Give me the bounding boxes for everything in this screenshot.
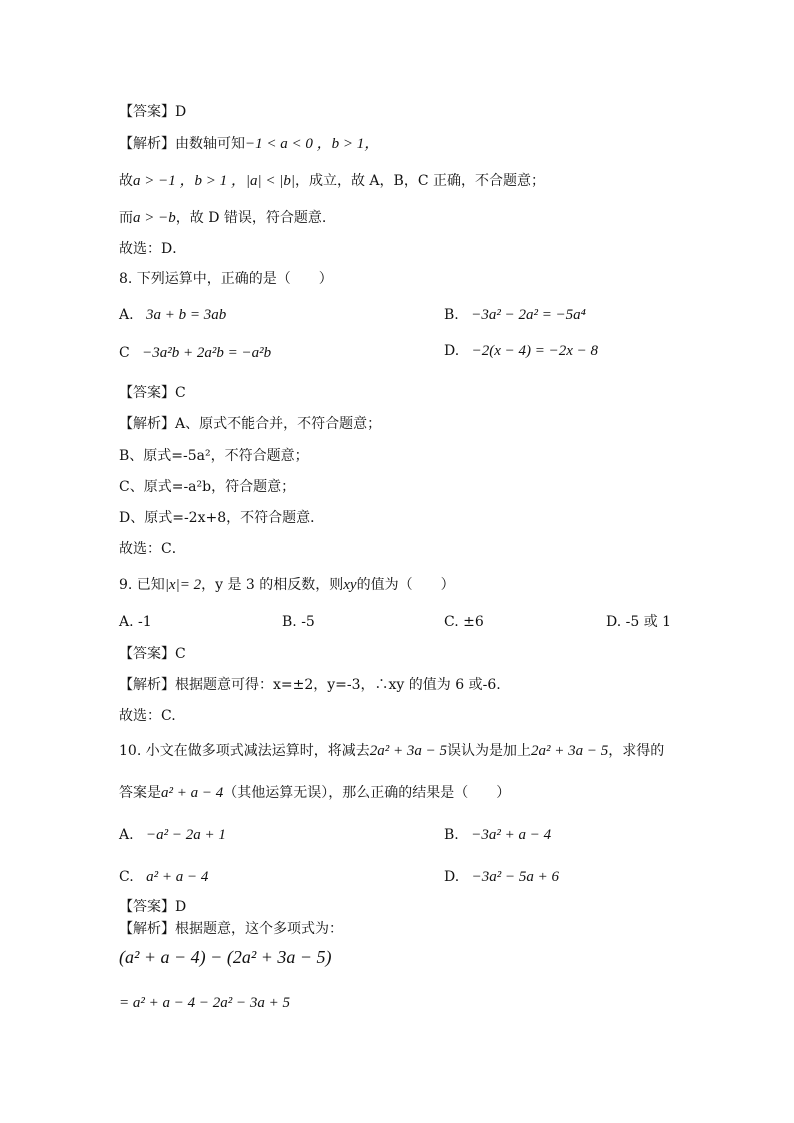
q10-stem-line1 [119, 742, 664, 760]
q10-option-b [444, 826, 551, 844]
q9-option-a: A. -1 [119, 614, 152, 630]
q7-choose: 故选：D． [119, 241, 187, 257]
q9-option-b: B. -5 [282, 614, 315, 630]
q8-stem: 8. 下列运算中，正确的是（ ） [119, 271, 333, 287]
q8-option-b-math: −3a² − 2a² = −5a⁴ [471, 307, 586, 323]
q8-explanation-c: C、原式=-a²b，符合题意； [119, 479, 296, 495]
q8-option-d [444, 342, 598, 360]
q10-option-b-math: −3a² + a − 4 [471, 827, 552, 843]
q7-exp3-text-post: ，故 D 错误，符合题意. [175, 210, 327, 226]
q8-option-c-label: C [119, 345, 130, 361]
q7-exp1-text: 【解析】由数轴可知 [119, 136, 245, 152]
q7-exp2-math: a > −1 ，b > 1 ，|a| < |b| [133, 173, 295, 189]
q9-explanation: 【解析】根据题意可得：x=±2，y=-3，∴xy 的值为 6 或-6. [119, 677, 501, 693]
q9-answer: 【答案】C [119, 646, 186, 662]
q8-explanation-b: B、原式=-5a²，不符合题意； [119, 448, 309, 464]
q9-option-c: C. ±6 [444, 614, 484, 630]
q10-stem1-post: ，求得的 [608, 743, 665, 759]
q9-stem-math-abs: |x|= 2 [164, 577, 202, 593]
q8-option-b-label: B. [444, 307, 459, 323]
q8-explanation-d: D、原式=-2x+8，不符合题意． [119, 510, 325, 526]
q10-stem1-mid: 误认为是加上 [446, 743, 531, 759]
q8-option-d-label: D. [444, 343, 460, 359]
q10-option-d-label: D. [444, 869, 460, 885]
q8-explanation-a: 【解析】A、原式不能合并，不符合题意； [119, 416, 382, 432]
q10-stem-line2 [119, 784, 510, 802]
q9-stem-mid: ，y 是 3 的相反数，则 [201, 577, 344, 593]
q10-option-c-label: C. [119, 869, 134, 885]
q7-explanation-line2 [119, 172, 545, 190]
q9-choose: 故选：C. [119, 708, 176, 724]
q7-exp2-text-post: ，成立，故 A，B，C 正确，不合题意； [294, 173, 545, 189]
q9-stem-post: 的值为（ ） [356, 577, 455, 593]
q7-explanation-line1 [119, 135, 379, 153]
q10-stem1-math1: 2a² + 3a − 5 [369, 743, 447, 759]
q10-option-d-math: −3a² − 5a + 6 [471, 869, 560, 885]
q10-option-a-label: A. [119, 827, 134, 843]
q8-option-a-label: A. [119, 307, 134, 323]
q7-exp3-math: a > −b [133, 210, 176, 226]
q10-option-c [119, 868, 208, 886]
q10-stem2-pre: 答案是 [119, 785, 161, 801]
q10-equation-1: (a² + a − 4) − (2a² + 3a − 5) [119, 947, 332, 967]
q7-exp1-math: −1 < a < 0 ，b > 1， [245, 136, 380, 152]
q7-exp2-text-pre: 故 [119, 173, 133, 189]
q8-option-a [119, 306, 226, 324]
q9-stem [119, 576, 455, 594]
q10-stem1-math2: 2a² + 3a − 5 [530, 743, 609, 759]
q8-option-a-math: 3a + b = 3ab [146, 307, 227, 323]
q8-choose: 故选：C． [119, 541, 186, 557]
q10-explanation: 【解析】根据题意，这个多项式为： [119, 921, 343, 937]
q10-option-b-label: B. [444, 827, 459, 843]
q8-option-c [119, 344, 271, 362]
q10-option-d [444, 868, 559, 886]
q10-stem2-math: a² + a − 4 [161, 785, 224, 801]
q10-equation-2: = a² + a − 4 − 2a² − 3a + 5 [119, 995, 290, 1011]
q10-stem1-pre: 10. 小文在做多项式减法运算时，将减去 [119, 743, 370, 759]
q10-answer: 【答案】D [119, 899, 187, 915]
q9-option-d: D. -5 或 1 [606, 614, 672, 630]
q10-option-a [119, 826, 226, 844]
q7-explanation-line3 [119, 209, 326, 227]
q9-stem-pre: 9. 已知 [119, 577, 165, 593]
q8-answer: 【答案】C [119, 385, 186, 401]
q7-answer: 【答案】D [119, 104, 187, 120]
q9-stem-math-xy: xy [343, 577, 357, 593]
q10-option-c-math: a² + a − 4 [146, 869, 209, 885]
q7-exp3-text-pre: 而 [119, 210, 133, 226]
q8-option-d-math: −2(x − 4) = −2x − 8 [471, 343, 599, 359]
q10-option-a-math: −a² − 2a + 1 [146, 827, 226, 843]
q8-option-c-math: −3a²b + 2a²b = −a²b [142, 345, 272, 361]
q10-stem2-post: （其他运算无误），那么正确的结果是（ ） [223, 785, 511, 801]
q8-option-b [444, 306, 586, 324]
